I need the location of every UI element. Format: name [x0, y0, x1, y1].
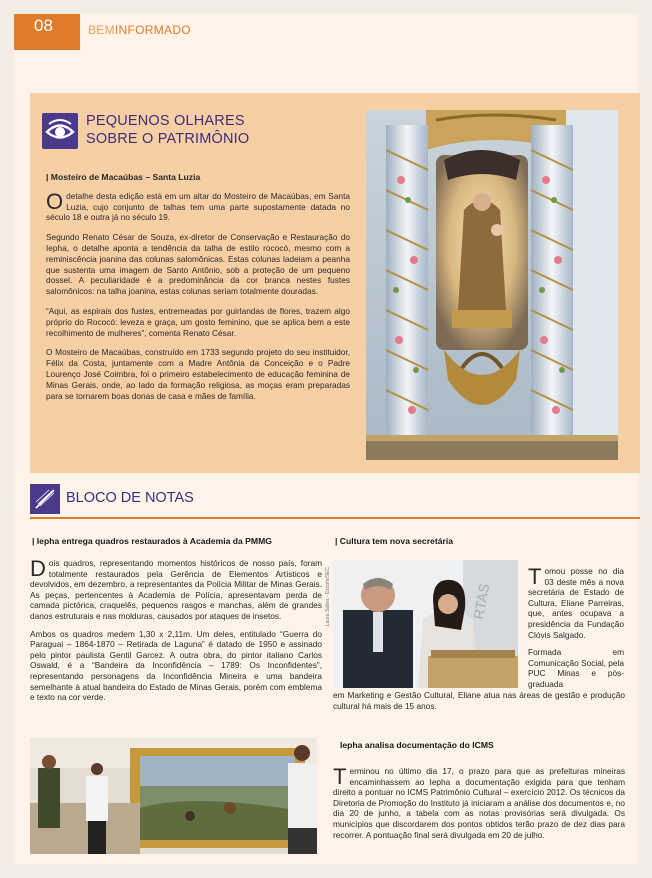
altar-photo — [366, 110, 618, 460]
feature-paragraph-4: O Mosteiro de Macaúbas, construído em 1733 segundo projeto do seu instituidor, Félix da Costa, juntamente com a Madre Antônia da Conceição e o Padre Lourenço José Coimbra, foi o primeiro estabelecimento de educação feminina de Minas Gerais, onde, ao lado da formação religiosa, as moças eram preparadas para se tornarem boas donas de casa e mães de família. — [46, 347, 350, 401]
article-2-heading: | Cultura tem nova secretária — [335, 536, 453, 546]
feature-paragraph-3: “Aqui, as espirais dos fustes, entremeadas por guirlandas de flores, trazem algo próprio do Rococó: leveza e graça, um gosto feminino, que se aplica bem a este recolhimento de mulheres”, comenta Renato César. — [46, 305, 350, 338]
section-title: BLOCO DE NOTAS — [66, 490, 194, 506]
brand-light: BEM — [88, 23, 115, 37]
article-3-heading: Iepha analisa documentação do ICMS — [340, 740, 494, 750]
article-1-heading: | Iepha entrega quadros restaurados à Academia da PMMG — [32, 536, 272, 546]
article-1-body — [30, 558, 322, 710]
dropcap: T — [528, 564, 542, 589]
feature-title-line1: PEQUENOS OLHARES — [86, 113, 245, 129]
feature-body — [46, 172, 350, 410]
feature-title — [86, 112, 286, 148]
paintings-photo — [30, 738, 317, 854]
feature-paragraph-2: Segundo Renato César de Souza, ex-diretor de Conservação e Restauração do Iepha, o detalhe aponta a tendência da talha de estilo rococó, mesmo com a reminiscência joanina das colunas salomônicas. Estas colunas ladeiam a peanha que sustenta uma imagem de Santo Antônio, sob a proteção de um pequeno dossel. A peculiaridade é a predominância da cor branca nestes fustes salomônicos: na talha joanina, estas colunas seriam totalmente douradas. — [46, 232, 350, 297]
feature-paragraph-1 — [46, 188, 350, 223]
quill-icon — [30, 484, 60, 514]
dropcap: T — [333, 764, 347, 789]
article-3-body — [333, 766, 625, 847]
paragraph-text: omou posse no dia 03 deste mês a nova secretária de Estado de Cultura, Eliane Parreiras, que, antes ocupava a presidência da Fundação Clóvis Salgado. — [528, 566, 624, 640]
secretary-photo — [333, 560, 518, 688]
photo-credit: Laura Salles - Escom/SEC — [325, 567, 331, 627]
article-2-body-top — [528, 566, 624, 697]
dropcap: D — [30, 556, 46, 581]
paragraph-text: detalhe desta edição está em um altar do Mosteiro de Macaúbas, em Santa Luzia, cujo conjunto de talhas tem uma parte supostamente datada no século 18 e outra já no século 19. — [46, 190, 350, 223]
svg-text:RTAS: RTAS — [470, 582, 493, 621]
section-divider — [30, 517, 640, 519]
feature-title-line2: SOBRE O PATRIMÔNIO — [86, 131, 250, 147]
publication-brand — [88, 23, 191, 37]
article-2-paragraph-2b: em Marketing e Gestão Cultural, Eliane atua nas áreas de gestão e produção cultural há mais de 15 anos. — [333, 690, 625, 711]
article-1-paragraph-2: Ambos os quadros medem 1,30 x 2,11m. Um deles, entitulado “Guerra do Paraguai – 1864-1870 – Retirada de Laguna” é datado de 1950 e assinado pelo pintor paulista Gentil Garcez. A outra obra, do pintor italiano Carlos Oswald, é a “Bandeira da Inconfidência – 1789: Os Inconfidentes”, representando personagens da Inconfidência Mineira e uma bandeira semelhante à atual bandeira do Estado de Minas Gerais, porém com emblema e texto na cor verde. — [30, 628, 322, 703]
eye-icon — [42, 113, 78, 149]
page-number: 08 — [14, 14, 80, 50]
brand-bold: INFORMADO — [114, 23, 191, 37]
paragraph-text: ois quadros, representando momentos históricos de nosso país, foram totalmente restaurados pela Gerência de Elementos Artísticos e devolvidos, em dezembro, a representantes da Polícia Militar de Minas Gerais. As peças, pertencentes à Academia de Polícia, apresentavam perda de camada pictórica, craquelês, pequenos rasgos e manchas, além de grandes danos estruturais e nas molduras, causados por ataques de insetos. — [30, 558, 322, 621]
article-2-paragraph-2a: Formada em Comunicação Social, pela PUC Minas e pós-graduada — [528, 647, 624, 689]
paragraph-text: erminou no último dia 17, o prazo para que as prefeituras mineiras encaminhassem ao Iepha a documentação exigida para que tenham direito a pontuar no ICMS Patrimônio Cultural – exercício 2012. Os técnicos da Diretoria de Promoção do Instituto já iniciaram a análise dos documentos e, no dia 20 de junho, a tabela com as notas provisórias será divulgada. Os municípios que discordarem dos pontos obtidos terão prazo de dez dias para recorrer. A pontuação final será divulgada em 20 de julho. — [333, 766, 625, 840]
dropcap: O — [46, 188, 64, 214]
article-1-paragraph-1 — [30, 558, 322, 622]
article-2-paragraph-1 — [528, 566, 624, 640]
feature-subhead: | Mosteiro de Macaúbas – Santa Luzia — [46, 172, 201, 182]
article-2-body-bottom — [333, 690, 625, 718]
article-3-paragraph-1 — [333, 766, 625, 840]
